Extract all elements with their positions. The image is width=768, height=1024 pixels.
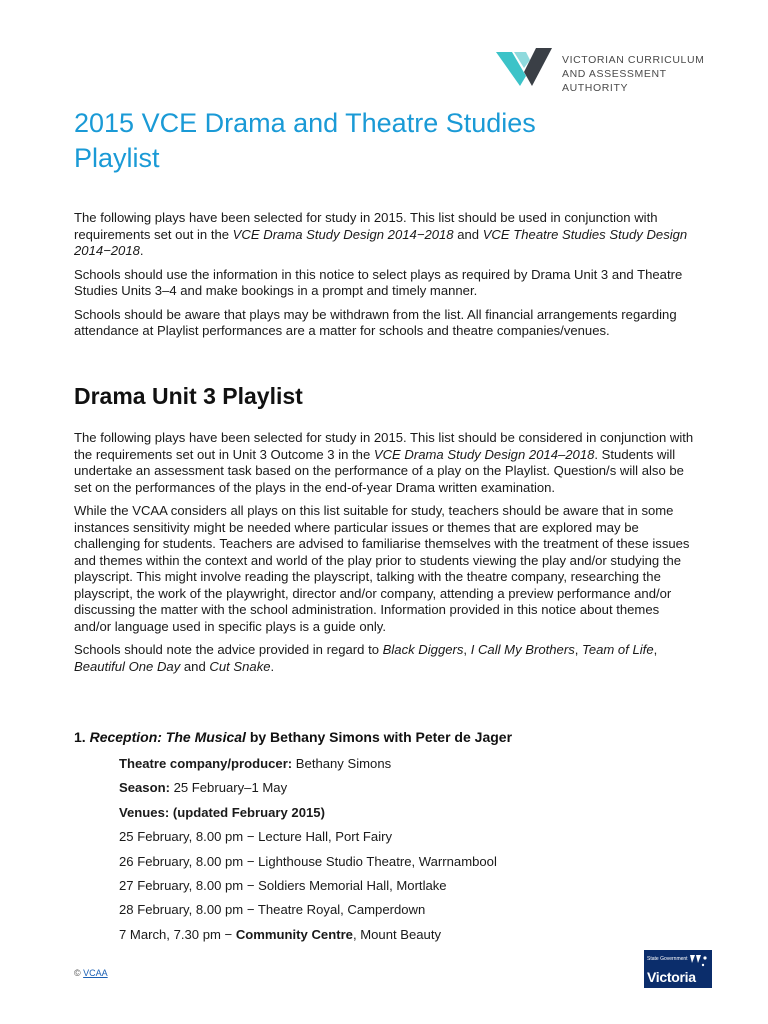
drama-playlist-heading: Drama Unit 3 Playlist — [74, 383, 303, 409]
victoria-government-logo: State Government Victoria — [644, 950, 712, 988]
drama-paragraph-1: The following plays have been selected for study in 2015. This list should be considered in conjunction with the requirements set out in Unit 3 Outcome 3 in the VCE Drama Study Design 2014–2018. Students will undertake an assessment task based on the performance of a play on the Playlist. Question/s will also be set on the performances of the plays in the end-of-year Drama written examination. — [74, 430, 694, 495]
venue-item: 7 March, 7.30 pm − Community Centre, Mount Beauty — [119, 926, 442, 942]
vcaa-logo — [496, 44, 706, 92]
venue-item: 28 February, 8.00 pm − Theatre Royal, Camperdown — [119, 902, 426, 918]
page-title: 2015 VCE Drama and Theatre Studies Playlist — [74, 108, 536, 173]
venues-label: Venues: (updated February 2015) — [119, 804, 325, 820]
season-line: Season: 25 February–1 May — [119, 780, 288, 796]
play-1-details — [119, 755, 497, 950]
venue-item: 26 February, 8.00 pm − Lighthouse Studio Theatre, Warrnambool — [119, 853, 497, 869]
drama-section — [74, 430, 694, 682]
intro-paragraph-2: Schools should use the information in this notice to select plays as required by Drama Unit 3 and Theatre Studies Units 3–4 and make bookings in a prompt and timely manner. — [74, 266, 683, 298]
intro-section — [74, 210, 694, 347]
vcaa-mark-icon — [496, 46, 554, 90]
play-1-heading: 1. Reception: The Musical by Bethany Simons with Peter de Jager — [74, 729, 513, 745]
intro-paragraph-1: The following plays have been selected for study in 2015. This list should be used in conjunction with requirements set out in the VCE Drama Study Design 2014−2018 and VCE Theatre Studies Study Design 2014−2018. — [74, 210, 688, 258]
company-line: Theatre company/producer: Bethany Simons — [119, 756, 392, 771]
drama-paragraph-2: While the VCAA considers all plays on this list suitable for study, teachers should be aware that in some instances sensitivity might be needed where particular issues or themes that are explored may be challenging for students. Teachers are advised to familiarise themselves with the treatment of these issues and themes within the context and world of the play prior to students viewing the play and/or studying the playscript. This might involve reading the playscript, talking with the theatre company, researching the playscript, the work of the playwright, director and/or company, attending a preview performance and/or discussing the matter with the school administration. Information provided in this notice about themes and/or language used in specific plays is a guide only. — [74, 503, 690, 634]
logo-text: VICTORIAN CURRICULUM AND ASSESSMENT AUTHORITY — [562, 54, 705, 94]
drama-paragraph-3: Schools should note the advice provided in regard to Black Diggers, I Call My Brothers, Team of Life, Beautiful One Day and Cut Snake. — [74, 642, 658, 674]
venue-item: 27 February, 8.00 pm − Soldiers Memorial Hall, Mortlake — [119, 877, 447, 893]
intro-paragraph-3: Schools should be aware that plays may be withdrawn from the list. All financial arrangements regarding attendance at Playlist performances are a matter for schools and theatre companies/venues. — [74, 306, 677, 338]
venue-item: 25 February, 8.00 pm − Lecture Hall, Port Fairy — [119, 829, 393, 845]
vcaa-link[interactable]: VCAA — [83, 968, 108, 978]
footer: © VCAA — [74, 968, 108, 978]
